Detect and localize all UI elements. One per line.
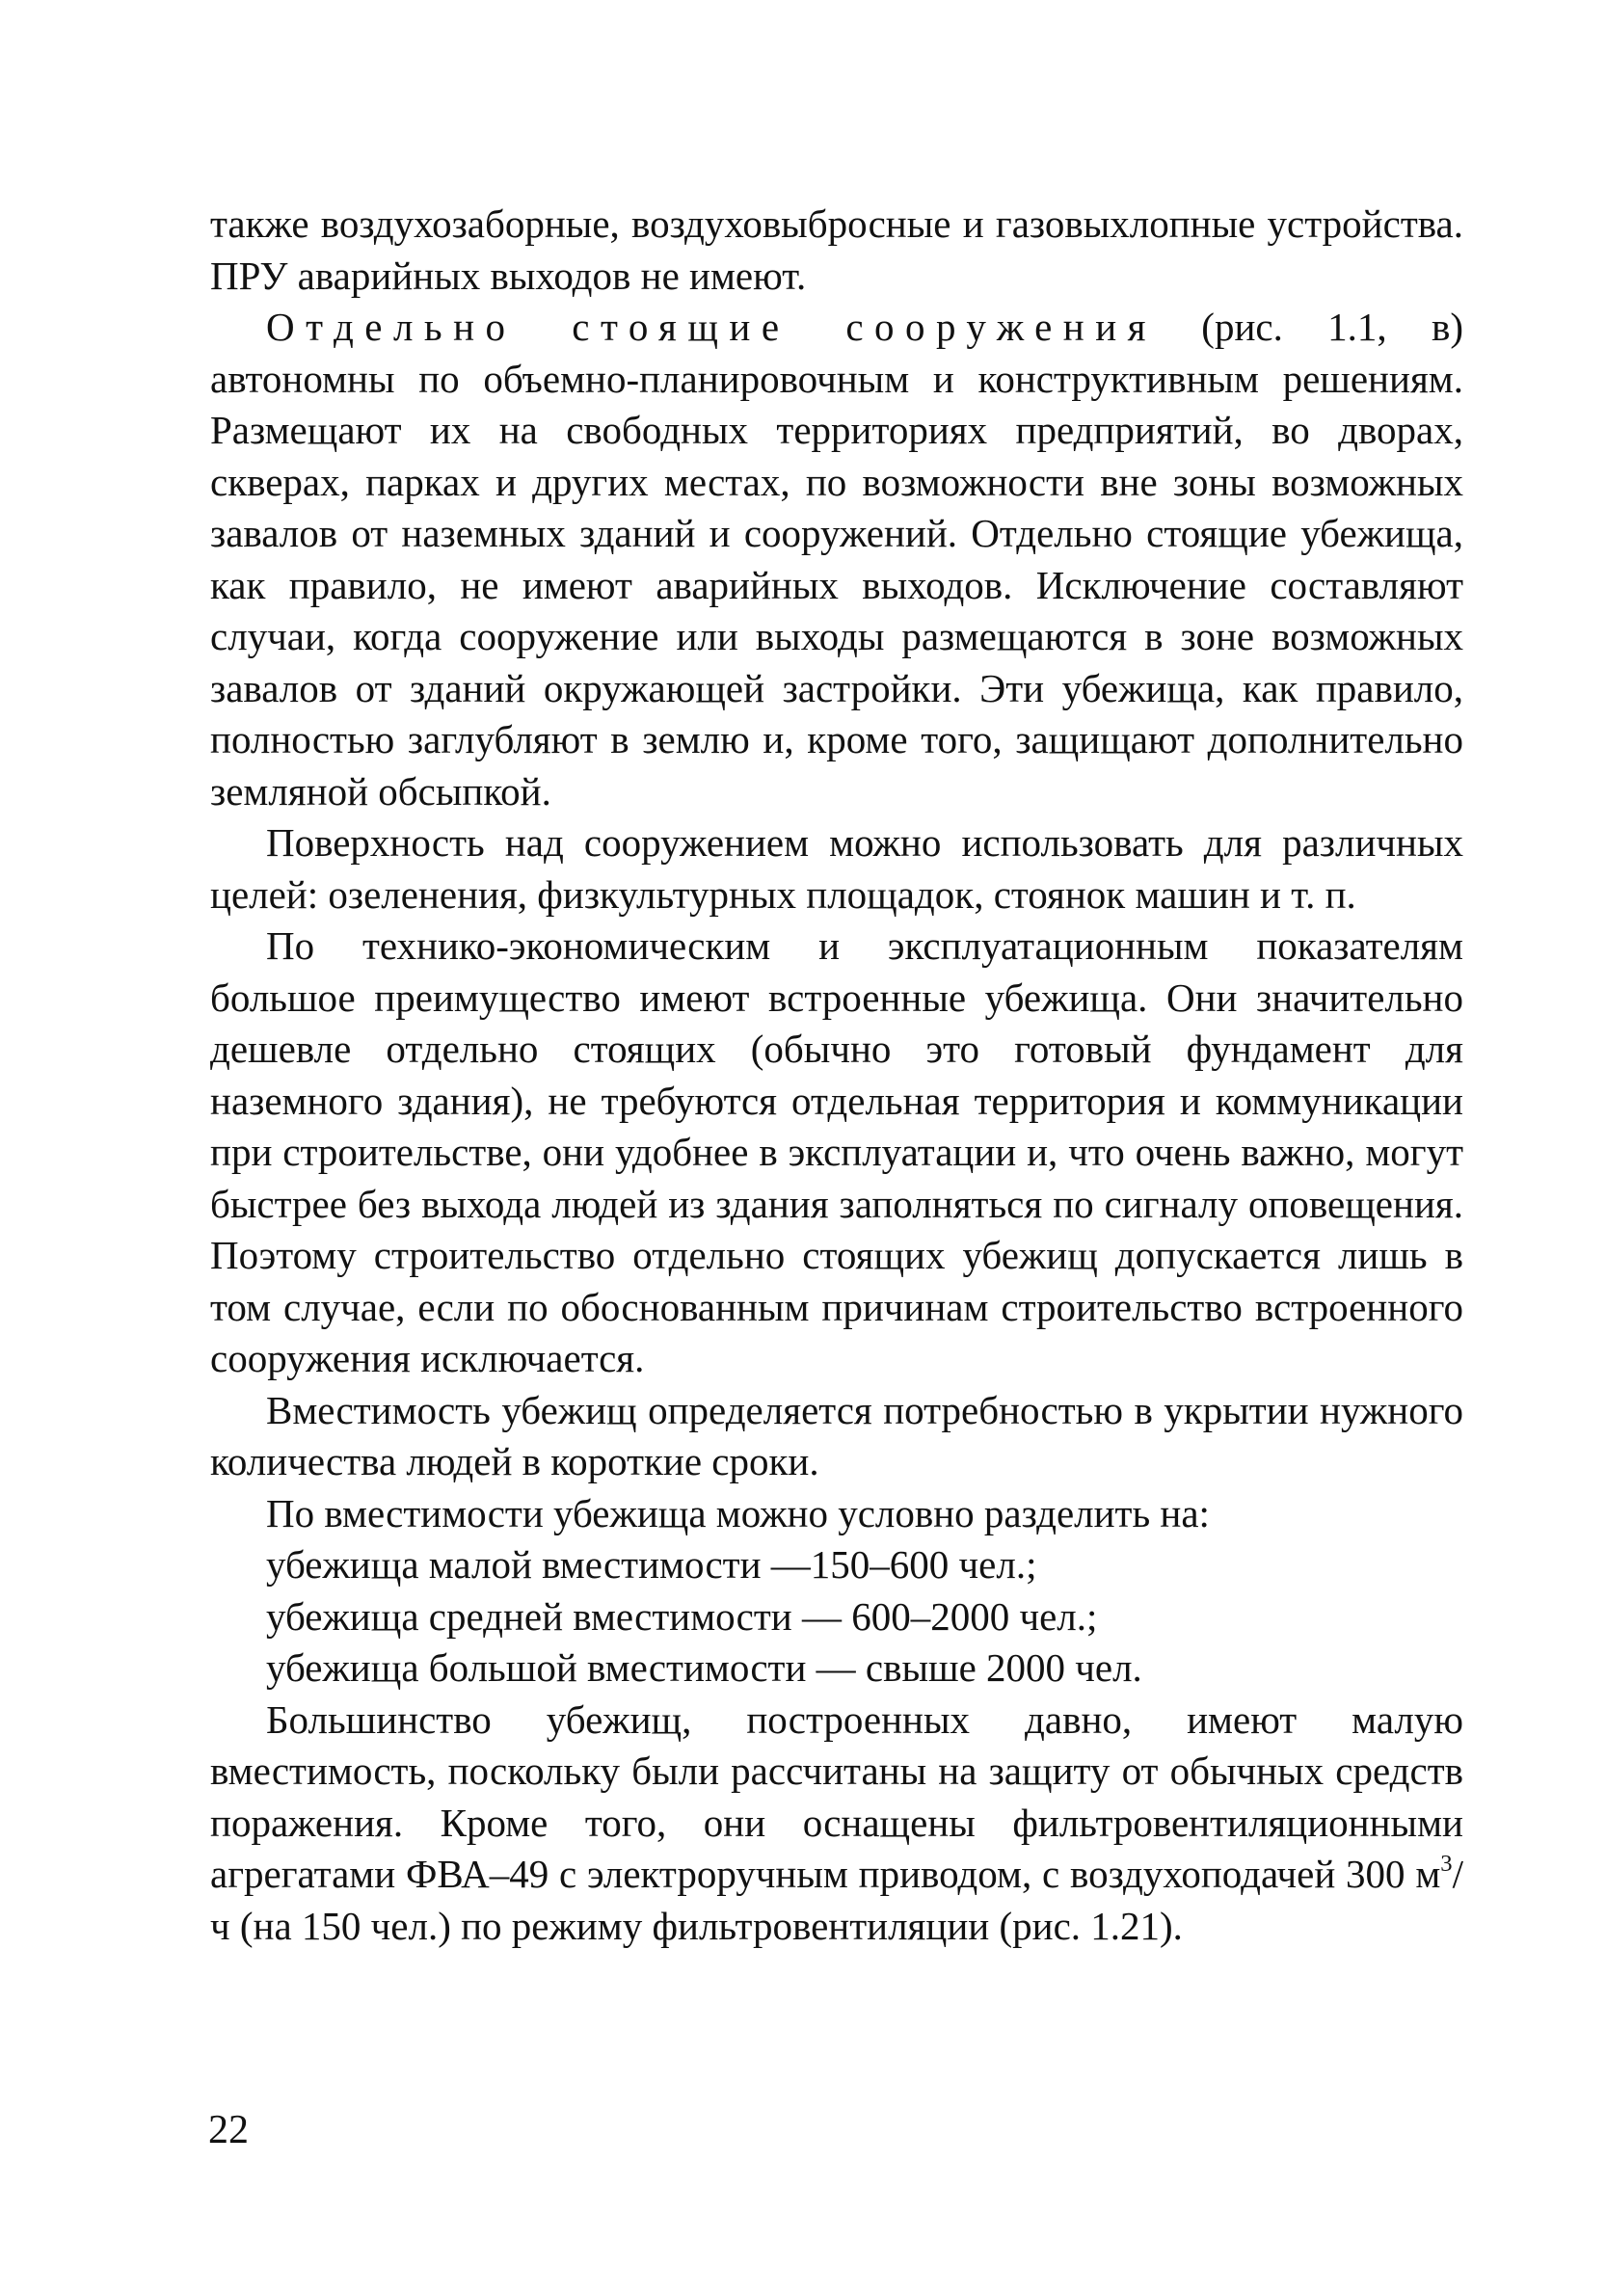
paragraph-protected-shelters-continuation (210, 199, 1463, 302)
capacity-list-item-medium: убежища средней вместимости — 600–2000 чел.; (266, 1593, 1098, 1639)
paragraph-shelter-capacity (210, 1385, 1463, 1488)
capacity-list-item-small: убежища малой вместимости —150–600 чел.; (266, 1542, 1037, 1587)
paragraph-text: /ч (на 150 чел.) по режиму фильтровентиляции (рис. 1.21). (210, 1852, 1463, 1948)
paragraph-freestanding-structures (210, 302, 1463, 817)
paragraph-built-in-shelters (210, 921, 1463, 1385)
paragraph-text: (рис. 1.1, в) автономны по объемно-планировочным и конструктивным решениям. Размещают их на свободных территориях предприятий, во дворах, скверах, парках и других местах, по возможности вне зоны возможных завалов от наземных зданий и сооружений. Отдельно стоящие убежища, как правило, не имеют аварийных выходов. Исключение составляют случаи, когда сооружение или выходы размещаются в зоне возможных завалов от зданий окружающей застройки. Эти убежища, как правило, полностью заглубляют в землю и, кроме того, защищают дополнительно земляной обсыпкой. (210, 305, 1463, 814)
paragraph-surface-use (210, 817, 1463, 921)
paragraph-text: Большинство убежищ, построенных давно, имеют малую вместимость, поскольку были рассчитаны на защиту от обычных средств поражения. Кроме того, они оснащены фильтровентиляционными агрегатами ФВА–49 с электроручным приводом, с воздухоподачей 300 м (210, 1696, 1463, 1896)
paragraph-capacity-division (210, 1488, 1463, 1540)
paragraph-text: Поверхность над сооружением можно использовать для различных целей: озеленения, физкультурных площадок, стоянок машин и т. п. (210, 820, 1463, 917)
spaced-term: Отдельно стоящие сооружения (266, 305, 1157, 349)
page-number: 22 (208, 2108, 249, 2152)
paragraph-text: По вместимости убежища можно условно разделить на: (266, 1490, 1210, 1535)
paragraph-text: Вместимость убежищ определяется потребностью в укрытии нужного количества людей в короткие сроки. (210, 1387, 1463, 1483)
paragraph-text: также воздухозаборные, воздуховыбросные и газовыхлопные устройства. ПРУ аварийных выходов не имеют. (210, 201, 1463, 298)
paragraph-old-shelters (210, 1695, 1463, 1953)
cubic-superscript: 3 (1440, 1850, 1453, 1877)
capacity-list-item-large: убежища большой вместимости — свыше 2000 чел. (266, 1645, 1142, 1690)
paragraph-text: По технико-экономическим и эксплуатационным показателям большое преимущество имеют встроенные убежища. Они значительно дешевле отдельно стоящих (обычно это готовый фундамент для наземного здания), не требуются отдельная территория и коммуникации при строительстве, они удобнее в эксплуатации и, что очень важно, могут быстрее без выхода людей из здания заполняться по сигналу оповещения. Поэтому строительство отдельно стоящих убежищ допускается лишь в том случае, если по обоснованным причинам строительство встроенного сооружения исключается. (210, 923, 1463, 1380)
page-text (210, 199, 1463, 1952)
